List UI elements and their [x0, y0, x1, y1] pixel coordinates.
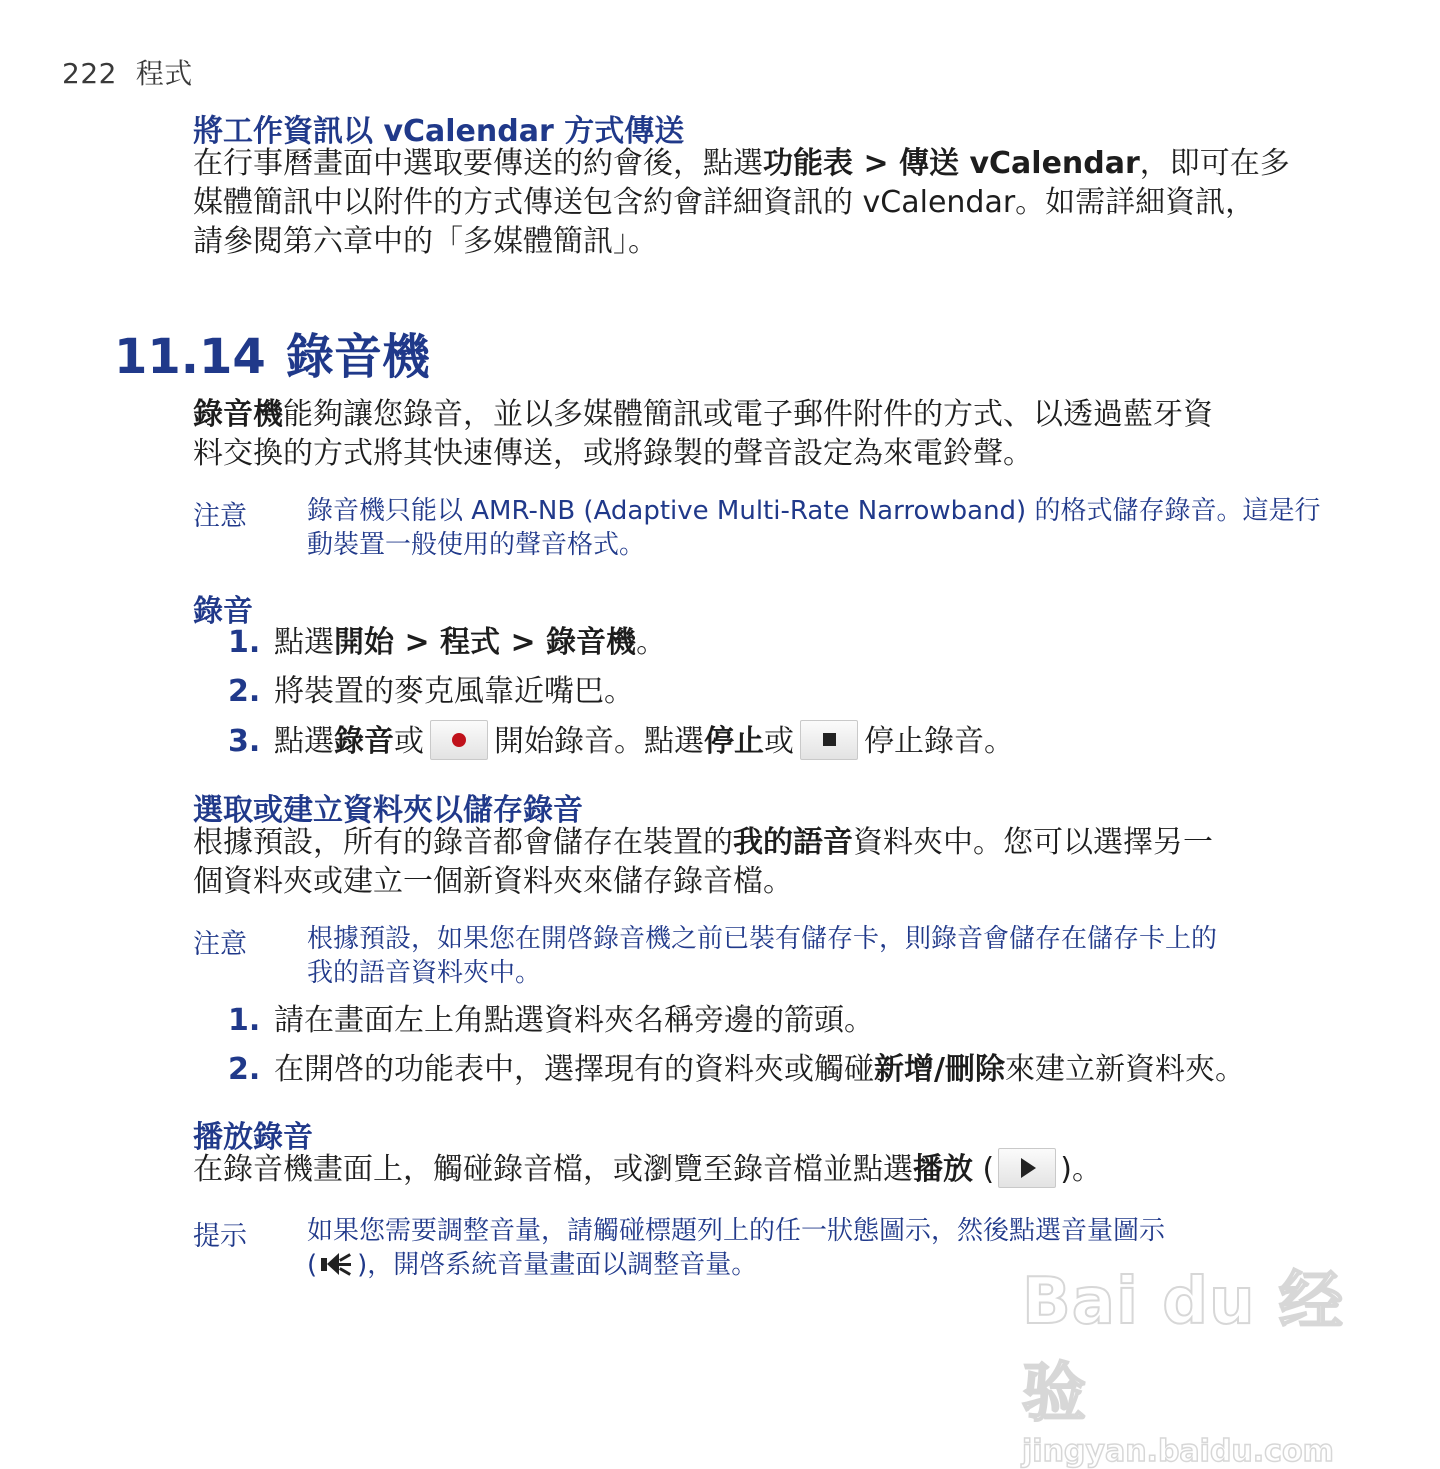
paragraph-line: 料交換的方式將其快速傳送，或將錄製的聲音設定為來電鈴聲。: [193, 436, 1033, 471]
step-item: 1. 點選開始 > 程式 > 錄音機。: [228, 625, 667, 660]
watermark-url: jingyan.baidu.com: [1022, 1434, 1334, 1469]
page-header: [62, 52, 193, 92]
stop-icon: [823, 733, 836, 746]
vcalendar-heading: 將工作資訊以 vCalendar 方式傳送: [193, 114, 685, 149]
volume-icon: [317, 1249, 357, 1279]
paragraph-line: 請參閱第六章中的「多媒體簡訊」。: [193, 224, 658, 259]
play-button[interactable]: [998, 1148, 1056, 1188]
note-label: 注意: [193, 501, 247, 532]
step-item: 2. 將裝置的麥克風靠近嘴巴。: [228, 674, 634, 709]
step-item: 2. 在開啓的功能表中，選擇現有的資料夾或觸碰新增/刪除來建立新資料夾。: [228, 1052, 1245, 1087]
menu-path: 功能表 > 傳送 vCalendar: [763, 146, 1140, 181]
record-button[interactable]: [430, 720, 488, 760]
stop-button[interactable]: [800, 720, 858, 760]
tip-label: 提示: [193, 1221, 247, 1252]
baidu-watermark: [1022, 1250, 1362, 1469]
record-heading: 錄音: [193, 594, 253, 629]
tip-text: 如果您需要調整音量，請觸碰標題列上的任一狀態圖示，然後點選音量圖示 ( )，開啓系統音量畫面以調整音量。: [307, 1216, 1166, 1280]
intro-paragraph: [193, 395, 1213, 473]
chapter-name: 錄音機: [285, 329, 430, 385]
step-item: 3. 點選錄音或 開始錄音。點選停止或 停止錄音。: [228, 722, 1128, 766]
folder-heading: 選取或建立資料夾以儲存錄音: [193, 793, 583, 828]
paragraph-line: 錄音機能夠讓您錄音，並以多媒體簡訊或電子郵件附件的方式、以透過藍牙資: [193, 397, 1213, 432]
record-icon: [452, 733, 466, 747]
vcalendar-paragraph: [193, 144, 1290, 261]
header-section: 程式: [135, 57, 193, 90]
playback-heading: 播放錄音: [193, 1120, 313, 1155]
watermark-brand: Bai du 经验: [1022, 1265, 1344, 1431]
playback-paragraph: 在錄音機畫面上，觸碰錄音檔，或瀏覽至錄音檔並點選播放 ( )。: [193, 1150, 1102, 1191]
paragraph-line: 在行事曆畫面中選取要傳送的約會後，點選功能表 > 傳送 vCalendar，即可在多: [193, 146, 1290, 181]
paragraph-line: 媒體簡訊中以附件的方式傳送包含約會詳細資訊的 vCalendar。如需詳細資訊，: [193, 185, 1256, 220]
folder-paragraph: 根據預設，所有的錄音都會儲存在裝置的我的語音資料夾中。您可以選擇另一 個資料夾或建立一個新資料夾來儲存錄音檔。: [193, 825, 1213, 899]
note-label: 注意: [193, 929, 247, 960]
page-number: 222: [62, 57, 117, 90]
chapter-title: [114, 318, 430, 387]
note-text: 錄音機只能以 AMR-NB (Adaptive Multi-Rate Narrowband) 的格式儲存錄音。這是行 動裝置一般使用的聲音格式。: [307, 496, 1321, 560]
step-item: 1. 請在畫面左上角點選資料夾名稱旁邊的箭頭。: [228, 1003, 874, 1038]
chapter-number: 11.14: [114, 329, 266, 385]
note-text: 根據預設，如果您在開啓錄音機之前已裝有儲存卡，則錄音會儲存在儲存卡上的 我的語音資料夾中。: [307, 924, 1218, 988]
play-icon: [1021, 1158, 1036, 1178]
